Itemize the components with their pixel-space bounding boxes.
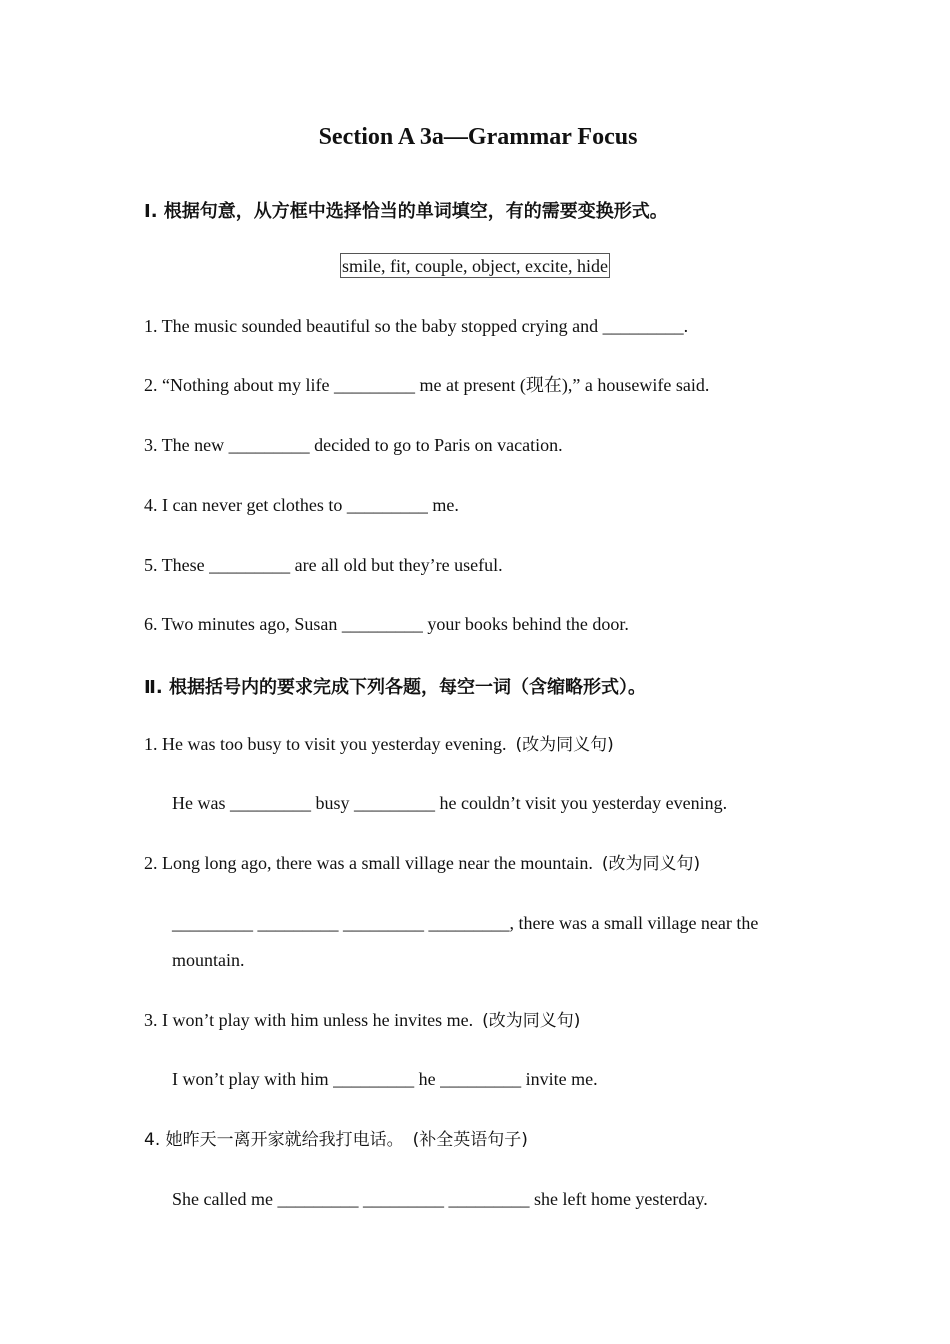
- part2-question-3: [144, 1009, 580, 1032]
- question-note: (改为同义句): [482, 1011, 581, 1031]
- part1-question-1: 1. The music sounded beautiful so the baby stopped crying and _________.: [144, 316, 689, 336]
- part1-question-6: 6. Two minutes ago, Susan _________ your books behind the door.: [144, 614, 629, 634]
- question-note: (补全英语句子): [412, 1130, 528, 1150]
- part2-question-4: [144, 1128, 528, 1151]
- part2-answer-2-continued: mountain.: [172, 950, 245, 970]
- part1-question-3: 3. The new _________ decided to go to Paris on vacation.: [144, 435, 563, 455]
- part2-question-1: [144, 733, 614, 756]
- part1-question-4: 4. I can never get clothes to _________ me.: [144, 495, 459, 515]
- part2-answer-3: I won’t play with him _________ he _________ invite me.: [172, 1069, 598, 1089]
- part1-question-5: 5. These _________ are all old but they’re useful.: [144, 555, 503, 575]
- part2-answer-1: He was _________ busy _________ he couldn’t visit you yesterday evening.: [172, 793, 728, 813]
- part2-heading: Ⅱ. 根据括号内的要求完成下列各题，每空一词（含缩略形式）。: [144, 677, 646, 698]
- part2-answer-4: She called me _________ _________ _________ she left home yesterday.: [172, 1189, 708, 1209]
- part1-question-2: 2. “Nothing about my life _________ me at present (现在),” a housewife said.: [144, 375, 710, 395]
- word-box-container: [0, 253, 950, 278]
- question-note: (改为同义句): [515, 735, 614, 755]
- question-text: 2. Long long ago, there was a small village near the mountain.: [144, 853, 593, 873]
- question-text: 3. I won’t play with him unless he invites me.: [144, 1010, 474, 1030]
- part2-answer-2: _________ _________ _________ _________, there was a small village near the: [172, 913, 759, 933]
- part1-heading: Ⅰ. 根据句意，从方框中选择恰当的单词填空，有的需要变换形式。: [144, 201, 668, 222]
- part2-question-2: [144, 852, 700, 875]
- word-box: smile, fit, couple, object, excite, hide: [340, 253, 610, 278]
- question-text: 1. He was too busy to visit you yesterday evening.: [144, 734, 507, 754]
- page-title: Section A 3a—Grammar Focus: [318, 124, 638, 150]
- question-text: 4. 她昨天一离开家就给我打电话。: [144, 1130, 404, 1150]
- question-note: (改为同义句): [601, 854, 701, 874]
